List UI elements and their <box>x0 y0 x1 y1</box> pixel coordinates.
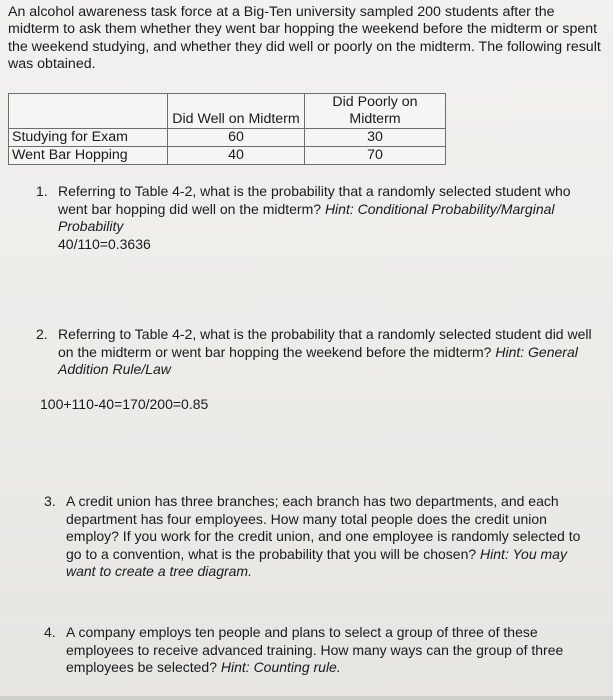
question-text: A company employs ten people and plans to select a group of three of these employees to receive advanced training. How many ways can the group of three employees be selected? <box>66 624 564 676</box>
question-answer: 40/110=0.3636 <box>58 235 151 252</box>
row-label-studying: Studying for Exam <box>9 129 168 147</box>
cell-bar-poorly: 70 <box>305 147 446 165</box>
question-number: 4. <box>44 624 56 640</box>
cell-bar-well: 40 <box>168 147 305 165</box>
table-row <box>9 147 446 165</box>
question-number: 3. <box>44 493 56 509</box>
question-hint: Hint: Counting rule. <box>220 659 341 676</box>
table-corner-cell <box>9 94 168 129</box>
question-2-answer: 100+110-40=170/200=0.85 <box>40 396 209 412</box>
question-text: A credit union has three branches; each branch has two departments, and each department has four employees. How many total people does the credit union employ? If you work for the credit union, and one employee is randomly selected to go to a convention, what is the probability that you will be chosen? <box>66 493 581 562</box>
table-row <box>9 129 446 147</box>
question-number: 1. <box>36 183 48 199</box>
cell-studying-well: 60 <box>168 129 305 147</box>
col-header-did-well: Did Well on Midterm <box>168 94 305 129</box>
col-header-did-poorly: Did Poorly on Midterm <box>305 94 446 129</box>
page-bottom-edge <box>0 696 613 700</box>
problem-intro: An alcohol awareness task force at a Big-Ten university sampled 200 students after the midterm to ask them whether they went bar hopping the weekend before the midterm or spent the weekend studying, and whether they did well or poorly on the midterm. The following result was obtained. <box>8 4 601 73</box>
table-header-row <box>9 94 446 129</box>
question-hint: Hint: You may want to create a tree diagram. <box>66 545 567 580</box>
question-hint: Hint: General Addition Rule/Law <box>58 343 578 378</box>
question-number: 2. <box>36 326 48 342</box>
contingency-table <box>8 93 446 165</box>
cell-studying-poorly: 30 <box>305 129 446 147</box>
question-hint: Hint: Conditional Probability/Marginal Probability <box>58 200 555 235</box>
row-label-bar-hopping: Went Bar Hopping <box>9 147 168 165</box>
question-text: Referring to Table 4-2, what is the probability that a randomly selected student who went bar hopping did well on the midterm? <box>58 183 571 217</box>
question-text: Referring to Table 4-2, what is the probability that a randomly selected student did well on the midterm or went bar hopping the weekend before the midterm? <box>58 326 592 360</box>
